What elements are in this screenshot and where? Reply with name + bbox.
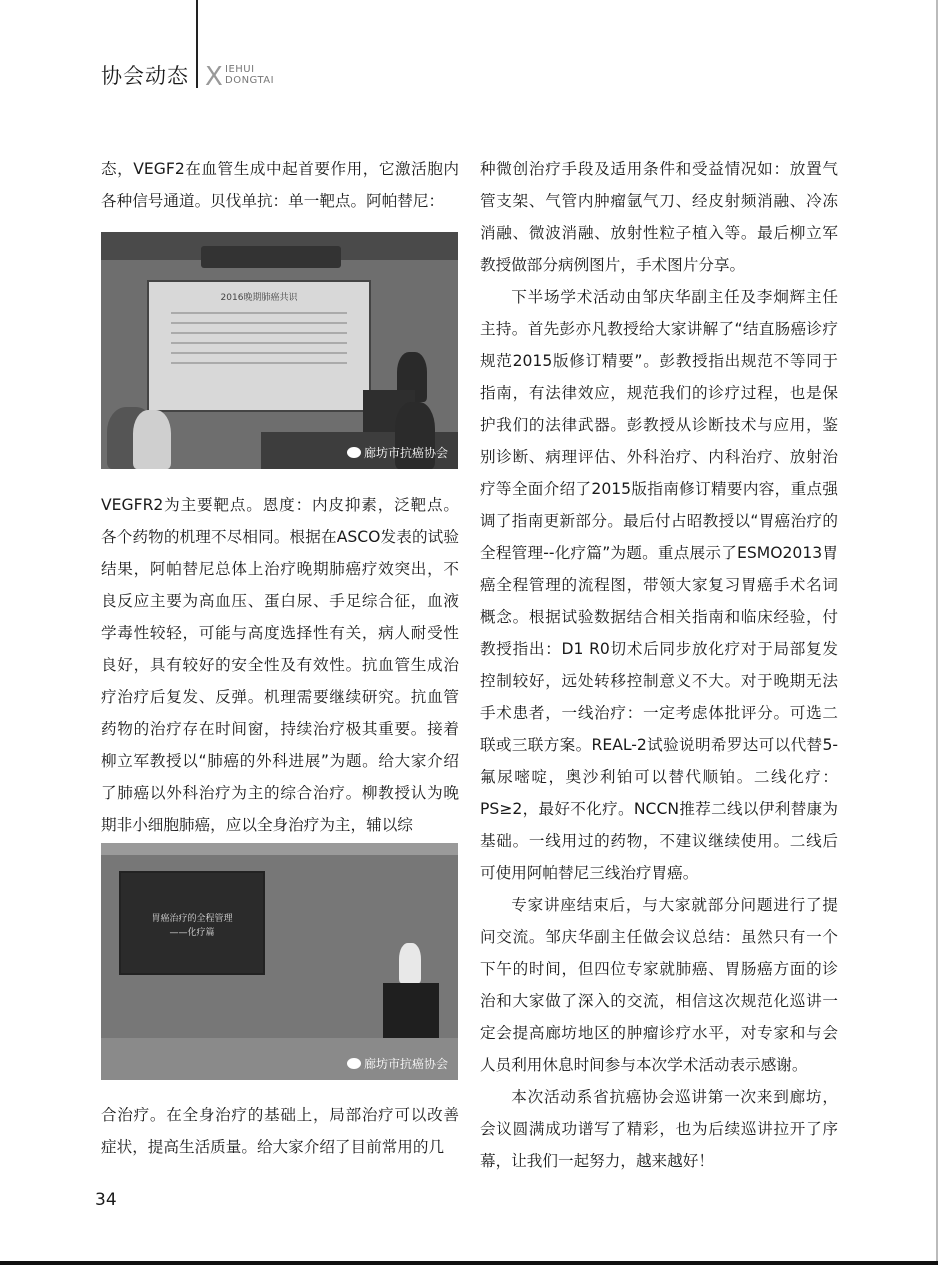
photo-lecture-lung — [101, 232, 458, 469]
col2-text-3: 专家讲座结束后，与大家就部分问题进行了提问交流。邹庆华副主任做会议总结：虽然只有一个下午的时间，但四位专家就肺癌、胃肠癌方面的诊治和大家做了深入的交流，相信这次规范化巡讲一定会提高廊坊地区的肿瘤诊疗水平，对专家和与会人员利用休息时间参与本次学术活动表示感谢。 — [480, 896, 838, 1074]
photo-lecture-gastric — [101, 843, 458, 1080]
brand-line-2: DONGTAI — [225, 75, 275, 86]
speaker — [399, 943, 421, 983]
col2-text-4: 本次活动系省抗癌协会巡讲第一次来到廊坊，会议圆满成功谱写了精彩，也为后续巡讲拉开了序幕，让我们一起努力，越来越好！ — [480, 1088, 838, 1170]
brand-x: X — [205, 62, 223, 92]
projection-screen — [119, 871, 265, 975]
brand-line-1: IEHUI — [225, 64, 255, 75]
watermark: 廊坊市抗癌协会 — [347, 1055, 448, 1072]
col1-paragraph-2 — [101, 489, 459, 841]
slide-title: 2016晚期肺癌共识 — [220, 293, 298, 303]
slide-subtitle: ——化疗篇 — [169, 928, 215, 938]
col1-text-2: VEGFR2为主要靶点。恩度：内皮抑素，泛靶点。各个药物的机理不尽相同。根据在ASCO发表的试验结果，阿帕替尼总体上治疗晚期肺癌疗效突出，不良反应主要为高血压、蛋白尿、手足综合征，血液学毒性较轻，可能与高度选择性有关，病人耐受性良好，具有较好的安全性及有效性。抗血管生成治疗治疗后复发、反弹。机理需要继续研究。抗血管药物的治疗存在时间窗，持续治疗极其重要。接着柳立军教授以“肺癌的外科进展”为题。给大家介绍了肺癌以外科治疗为主的综合治疗。柳教授认为晚期非小细胞肺癌，应以全身治疗为主，辅以综 — [101, 496, 459, 834]
projector — [201, 246, 341, 268]
projection-screen — [147, 280, 371, 412]
wechat-icon — [347, 447, 361, 458]
page-edge-bottom — [0, 1261, 938, 1265]
column-2 — [480, 153, 838, 1177]
audience-member — [133, 410, 171, 469]
watermark: 廊坊市抗癌协会 — [347, 444, 448, 461]
slide-title: 胃癌治疗的全程管理 — [151, 914, 233, 924]
col1-text-1: 态，VEGF2在血管生成中起首要作用，它激活胞内各种信号通道。贝伐单抗：单一靶点。阿帕替尼： — [101, 160, 459, 210]
col2-text-1: 种微创治疗手段及适用条件和受益情况如：放置气管支架、气管内肿瘤氩气刀、经皮射频消融、冷冻消融、微波消融、放射性粒子植入等。最后柳立军教授做部分病例图片，手术图片分享。 — [480, 160, 838, 274]
col1-paragraph-1 — [101, 153, 459, 217]
col1-paragraph-3 — [101, 1099, 459, 1163]
section-title: 协会动态 — [101, 64, 189, 88]
header-divider — [196, 0, 198, 88]
page-number: 34 — [95, 1190, 117, 1210]
brand-mark — [205, 62, 295, 92]
wechat-icon — [347, 1058, 361, 1069]
col1-text-3: 合治疗。在全身治疗的基础上，局部治疗可以改善症状，提高生活质量。给大家介绍了目前常用的几 — [101, 1106, 459, 1156]
col2-text-2: 下半场学术活动由邹庆华副主任及李炯辉主任主持。首先彭亦凡教授给大家讲解了“结直肠癌诊疗规范2015版修订精要”。彭教授指出规范不等同于指南，有法律效应，规范我们的诊疗过程，也是保护我们的法律武器。彭教授从诊断技术与应用，鉴别诊断、病理评估、外科治疗、内科治疗、放射治疗等全面介绍了2015版指南修订精要内容，重点强调了指南更新部分。最后付占昭教授以“胃癌治疗的全程管理--化疗篇”为题。重点展示了ESMO2013胃癌全程管理的流程图，带领大家复习胃癌手术名词概念。根据试验数据结合相关指南和临床经验，付教授指出：D1 R0切术后同步放化疗对于局部复发控制较好，远处转移控制意义不大。对于晚期无法手术患者，一线治疗：一定考虑体批评分。可选二联或三联方案。REAL-2试验说明希罗达可以代替5-氟尿嘧啶，奥沙利铂可以替代顺铂。二线化疗：PS≥2，最好不化疗。NCCN推荐二线以伊利替康为基础。一线用过的药物，不建议继续使用。二线后可使用阿帕替尼三线治疗胃癌。 — [480, 288, 838, 882]
